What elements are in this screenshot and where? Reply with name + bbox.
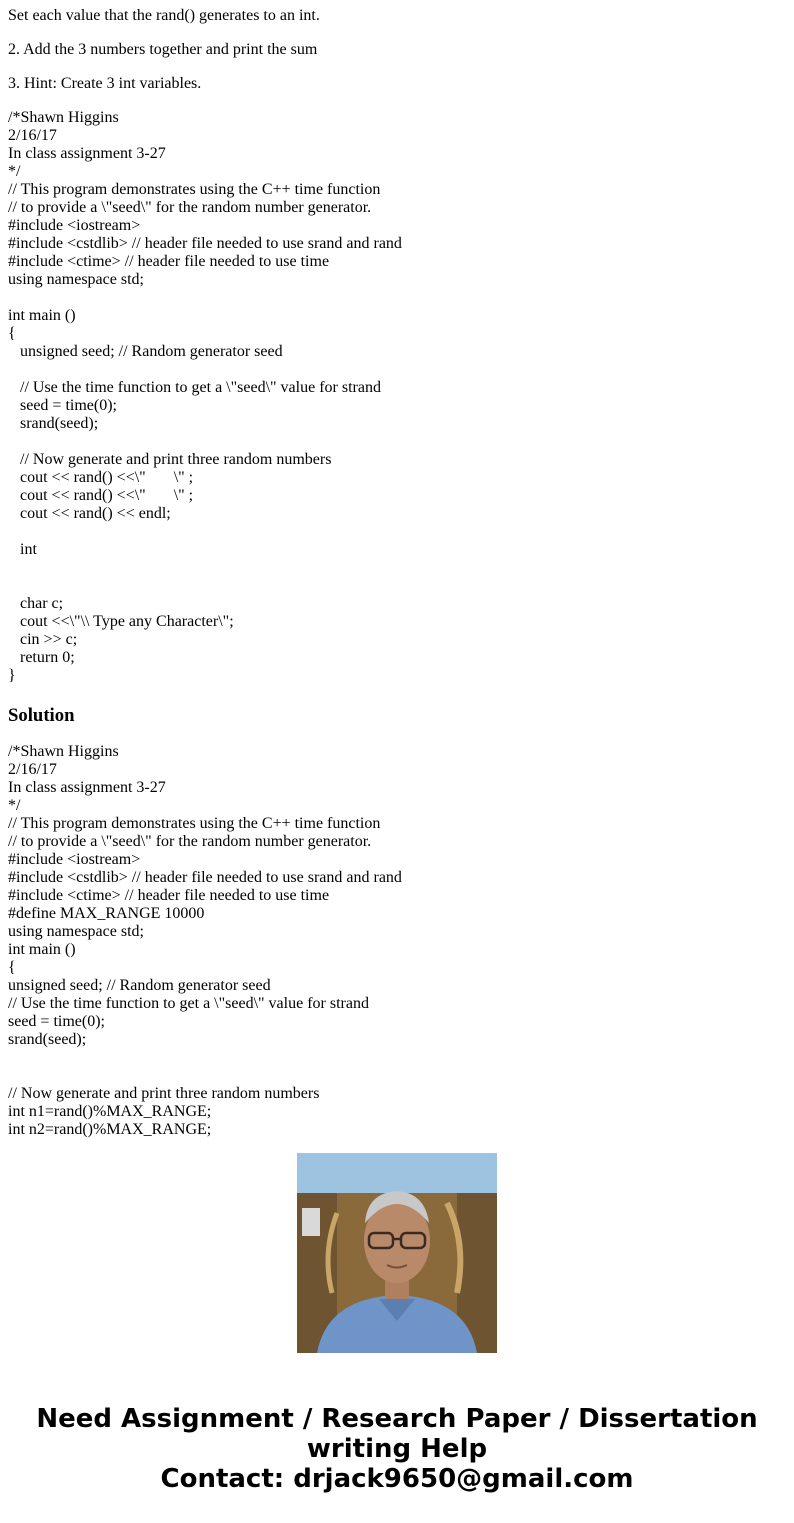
- solution-code-line: unsigned seed; // Random generator seed: [8, 977, 271, 994]
- question-code-line: cout << rand() <<\" \" ;: [8, 487, 194, 504]
- promo-line-1: Need Assignment / Research Paper / Dissertation: [36, 1404, 758, 1434]
- solution-code-line: int n2=rand()%MAX_RANGE;: [8, 1121, 212, 1138]
- blank-line: [8, 523, 788, 541]
- document-content: [8, 0, 788, 1138]
- solution-code-line: In class assignment 3-27: [8, 779, 166, 796]
- solution-code-line: // Now generate and print three random numbers: [8, 1085, 320, 1102]
- blank-line: [8, 433, 788, 451]
- promo-line-2: writing Help: [306, 1434, 488, 1464]
- promo-banner: [0, 1404, 794, 1494]
- question-code-line: #include <iostream>: [8, 217, 141, 234]
- promo-contact: Contact: drjack9650@gmail.com: [160, 1464, 634, 1494]
- question-code-line: char c;: [8, 595, 64, 612]
- solution-code-line: // to provide a \"seed\" for the random number generator.: [8, 833, 372, 850]
- question-step-3: 3. Hint: Create 3 int variables.: [8, 75, 202, 92]
- solution-code-line: seed = time(0);: [8, 1013, 105, 1030]
- blank-line: [8, 361, 788, 379]
- question-code-line: */: [8, 163, 21, 180]
- solution-code-line: /*Shawn Higgins: [8, 743, 119, 760]
- question-code-line: cin >> c;: [8, 631, 78, 648]
- solution-code-line: int n1=rand()%MAX_RANGE;: [8, 1103, 212, 1120]
- solution-code-line: using namespace std;: [8, 923, 144, 940]
- solution-code-line: #include <cstdlib> // header file needed to use srand and rand: [8, 869, 402, 886]
- question-code-line: // Use the time function to get a \"seed\" value for strand: [8, 379, 381, 396]
- question-code-line: cout << rand() <<\" \" ;: [8, 469, 194, 486]
- question-code-line: srand(seed);: [8, 415, 99, 432]
- solution-code-line: int main (): [8, 941, 76, 958]
- question-code-line: 2/16/17: [8, 127, 57, 144]
- question-code-line: /*Shawn Higgins: [8, 109, 119, 126]
- solution-code-line: // This program demonstrates using the C++ time function: [8, 815, 381, 832]
- question-code-line: unsigned seed; // Random generator seed: [8, 343, 283, 360]
- question-code-line: // This program demonstrates using the C++ time function: [8, 181, 381, 198]
- question-code-line: int: [8, 541, 37, 558]
- solution-code-line: 2/16/17: [8, 761, 57, 778]
- question-intro: Set each value that the rand() generates to an int.: [8, 7, 320, 24]
- question-code-line: #include <ctime> // header file needed to use time: [8, 253, 330, 270]
- solution-code-line: {: [8, 959, 16, 976]
- blank-line: [8, 577, 788, 595]
- solution-code-block: [8, 743, 788, 1139]
- blank-line: [8, 1067, 788, 1085]
- question-code-line: seed = time(0);: [8, 397, 117, 414]
- solution-code-line: #include <ctime> // header file needed to use time: [8, 887, 330, 904]
- question-code-line: #include <cstdlib> // header file needed to use srand and rand: [8, 235, 402, 252]
- question-code-block: [8, 109, 788, 685]
- question-code-line: {: [8, 325, 16, 342]
- solution-code-line: #include <iostream>: [8, 851, 141, 868]
- solution-code-line: // Use the time function to get a \"seed\" value for strand: [8, 995, 369, 1012]
- question-step-2: 2. Add the 3 numbers together and print the sum: [8, 41, 318, 58]
- question-code-line: // to provide a \"seed\" for the random number generator.: [8, 199, 372, 216]
- blank-line: [8, 289, 788, 307]
- question-code-line: In class assignment 3-27: [8, 145, 166, 162]
- solution-code-line: srand(seed);: [8, 1031, 87, 1048]
- question-code-line: // Now generate and print three random numbers: [8, 451, 332, 468]
- solution-code-line: */: [8, 797, 21, 814]
- question-code-line: int main (): [8, 307, 76, 324]
- question-code-line: cout << rand() << endl;: [8, 505, 171, 522]
- avatar-photo-icon: [297, 1153, 497, 1353]
- question-code-line: cout <<\"\\ Type any Character\";: [8, 613, 234, 630]
- solution-code-line: #define MAX_RANGE 10000: [8, 905, 205, 922]
- blank-line: [8, 1049, 788, 1067]
- blank-line: [8, 559, 788, 577]
- question-code-line: using namespace std;: [8, 271, 144, 288]
- tutor-avatar: [297, 1153, 497, 1353]
- solution-heading: Solution: [8, 705, 75, 726]
- question-code-line: }: [8, 667, 16, 684]
- question-code-line: return 0;: [8, 649, 75, 666]
